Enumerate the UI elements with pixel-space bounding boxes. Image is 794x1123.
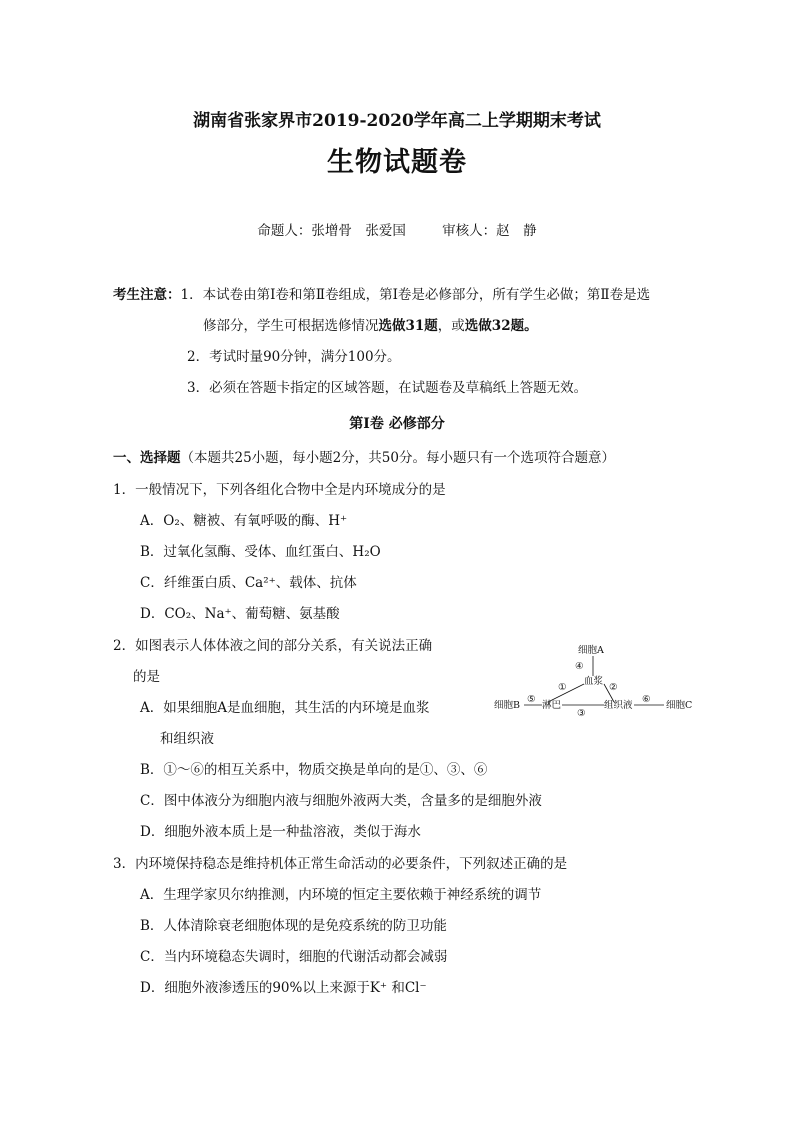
notice-bold-31: 选做31题 [378, 318, 438, 334]
question-3-option-a: A．生理学家贝尔纳推测，内环境的恒定主要依赖于神经系统的调节 [140, 887, 542, 903]
diagram-n5: ⑤ [527, 694, 536, 705]
question-2-stem-cont: 的是 [133, 669, 160, 685]
question-2-option-c: C．图中体液分为细胞内液与细胞外液两大类，含量多的是细胞外液 [140, 793, 542, 809]
reviewer-label: 审核人：赵 静 [442, 223, 537, 239]
exam-subject-title: 生物试题卷 [327, 147, 467, 178]
question-1-option-c: C．纤维蛋白质、Ca²⁺、载体、抗体 [140, 575, 357, 591]
diagram-n6: ⑥ [642, 694, 651, 705]
notice-item-1-text: 1．本试卷由第Ⅰ卷和第Ⅱ卷组成，第Ⅰ卷是必修部分，所有学生必做；第Ⅱ卷是选 [180, 287, 651, 303]
question-1-option-b: B．过氧化氢酶、受体、血红蛋白、H₂O [140, 544, 381, 560]
diagram-plasma: 血浆 [584, 676, 604, 687]
question-1-option-a: A．O₂、糖被、有氧呼吸的酶、H⁺ [140, 513, 348, 529]
body-fluid-diagram [492, 640, 702, 720]
question-2-option-a-cont: 和组织液 [160, 731, 214, 747]
diagram-n3: ③ [577, 708, 586, 719]
notice-text: 修部分，学生可根据选修情况 [203, 318, 379, 334]
diagram-cell-c: 细胞C [666, 700, 693, 711]
question-2-stem: 2．如图表示人体体液之间的部分关系，有关说法正确 [113, 638, 433, 654]
question-3-option-d: D．细胞外液渗透压的90%以上来源于K⁺ 和Cl⁻ [140, 980, 427, 996]
question-1-option-d: D．CO₂、Na⁺、葡萄糖、氨基酸 [140, 606, 340, 622]
question-1-stem: 1．一般情况下，下列各组化合物中全是内环境成分的是 [113, 482, 446, 498]
diagram-n4: ④ [575, 661, 584, 672]
notice-label: 考生注意： [113, 287, 181, 303]
notice-item-2: 2．考试时量90分钟，满分100分。 [187, 349, 401, 365]
question-3-option-c: C．当内环境稳态失调时，细胞的代谢活动都会减弱 [140, 949, 448, 965]
diagram-cell-b: 细胞B [494, 700, 520, 711]
question-2-option-d: D．细胞外液本质上是一种盐溶液，类似于海水 [140, 824, 421, 840]
author-label: 命题人：张增骨 张爱国 [257, 223, 406, 239]
part-one-header [113, 448, 615, 468]
diagram-n2: ② [609, 682, 618, 693]
exam-title: 湖南省张家界市2019-2020学年高二上学期期末考试 [193, 111, 601, 131]
part-one-desc: （本题共25小题，每小题2分，共50分。每小题只有一个选项符合题意） [180, 450, 615, 466]
author-line [0, 219, 794, 239]
part-one-label: 一、选择题 [113, 450, 181, 466]
question-3-option-b: B．人体清除衰老细胞体现的是免疫系统的防卫功能 [140, 918, 447, 934]
question-3-stem: 3．内环境保持稳态是维持机体正常生命活动的必要条件，下列叙述正确的是 [113, 856, 568, 872]
notice-item-1-cont [203, 316, 538, 336]
section-title: 第Ⅰ卷 必修部分 [349, 416, 445, 432]
question-2-option-b: B．①～⑥的相互关系中，物质交换是单向的是①、③、⑥ [140, 762, 488, 778]
notice-item-1 [113, 285, 650, 305]
diagram-n1: ① [558, 682, 567, 693]
diagram-cell-a: 细胞A [578, 645, 604, 656]
diagram-tissue: 组织液 [604, 700, 633, 711]
notice-item-3: 3．必须在答题卡指定的区域答题，在试题卷及草稿纸上答题无效。 [187, 380, 588, 396]
question-2-option-a: A．如果细胞A是血细胞，其生活的内环境是血浆 [140, 700, 430, 716]
notice-text-sep: ，或 [437, 318, 465, 334]
diagram-lymph: 淋巴 [542, 700, 562, 711]
notice-bold-32: 选做32题。 [464, 318, 538, 334]
